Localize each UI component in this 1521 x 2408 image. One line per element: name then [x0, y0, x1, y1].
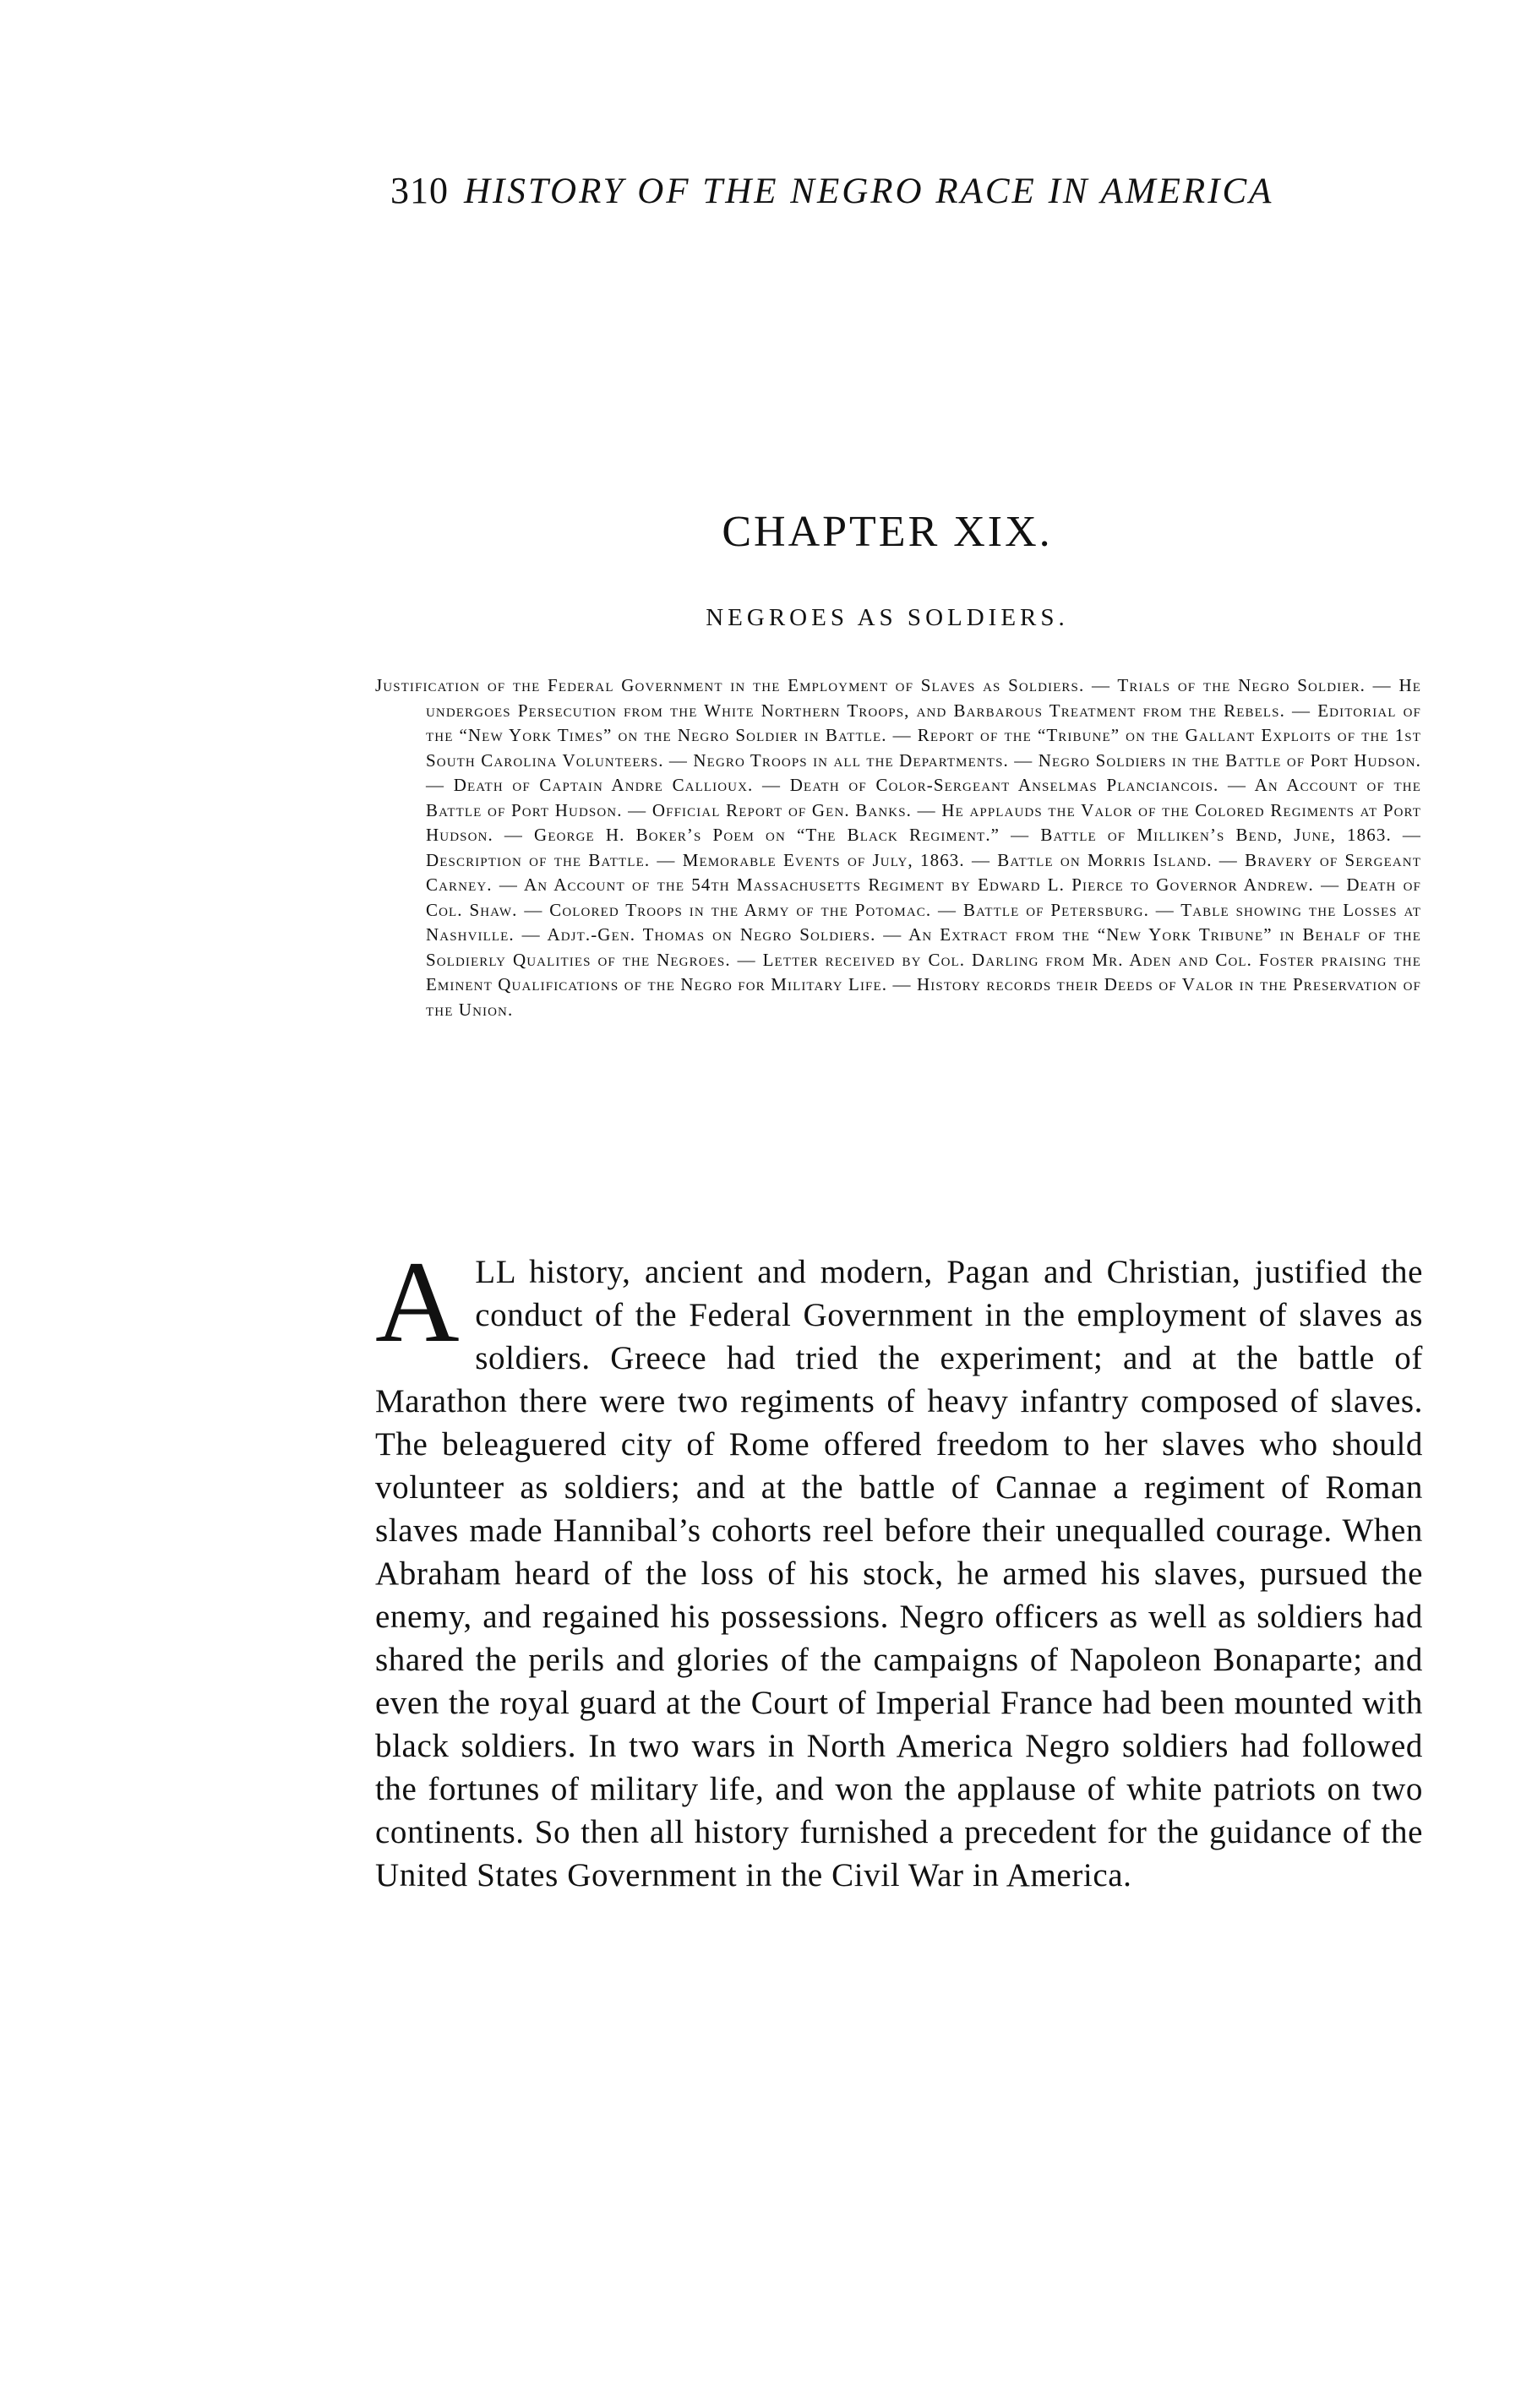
chapter-title: CHAPTER XIX.: [722, 508, 1053, 556]
body-paragraph-text: LL history, ancient and modern, Pagan and Christian, justified the conduct of the Federal Government in the employment of slaves as soldiers. Greece had tried the experiment; and at the battle of Marathon there were two regiments of heavy infantry composed of slaves. The beleaguered city of Rome offered freedom to her slaves who should volunteer as soldiers; and at the battle of Cannae a regiment of Roman slaves made Hannibal’s cohorts reel before their unequalled courage. When Abraham heard of the loss of his stock, he armed his slaves, pursued the enemy, and regained his possessions. Negro officers as well as soldiers had shared the perils and glories of the campaigns of Napoleon Bonaparte; and even the royal guard at the Court of Imperial France had been mounted with black soldiers. In two wars in North America Negro soldiers had followed the fortunes of military life, and won the applause of white patriots on two continents. So then all history furnished a precedent for the guidance of the United States Government in the Civil War in America.: [375, 1254, 1423, 1893]
running-title: HISTORY OF THE NEGRO RACE IN AMERICA: [464, 172, 1274, 211]
running-head: [390, 169, 1345, 212]
drop-cap: A: [375, 1237, 461, 1366]
body-paragraph: [375, 1237, 1423, 1897]
page-number: 310: [390, 170, 449, 211]
chapter-subtitle: NEGROES AS SOLDIERS.: [706, 604, 1069, 631]
chapter-synopsis: Justification of the Federal Government in the Employment of Slaves as Soldiers. — Trials of the Negro Soldier. — He undergoes Persecution from the White Northern Troops, and Barbarous Treatment from the Rebels. — Editorial of the “New York Times” on the Negro Soldier in Battle. — Report of the “Tribune” on the Gallant Exploits of the 1st South Carolina Volunteers. — Negro Troops in all the Departments. — Negro Soldiers in the Battle of Port Hudson. — Death of Captain Andre Callioux. — Death of Color-Sergeant Anselmas Planciancois. — An Account of the Battle of Port Hudson. — Official Report of Gen. Banks. — He applauds the Valor of the Colored Regiments at Port Hudson. — George H. Boker’s Poem on “The Black Regiment.” — Battle of Milliken’s Bend, June, 1863. — Description of the Battle. — Memorable Events of July, 1863. — Battle on Morris Island. — Bravery of Sergeant Carney. — An Account of the 54th Massachusetts Regiment by Edward L. Pierce to Governor Andrew. — Death of Col. Shaw. — Colored Troops in the Army of the Potomac. — Battle of Petersburg. — Table showing the Losses at Nashville. — Adjt.-Gen. Thomas on Negro Soldiers. — An Extract from the “New York Tribune” in Behalf of the Soldierly Qualities of the Negroes. — Letter received by Col. Darling from Mr. Aden and Col. Foster praising the Eminent Qualifications of the Negro for Military Life. — History records their Deeds of Valor in the Preservation of the Union.: [375, 675, 1421, 1020]
